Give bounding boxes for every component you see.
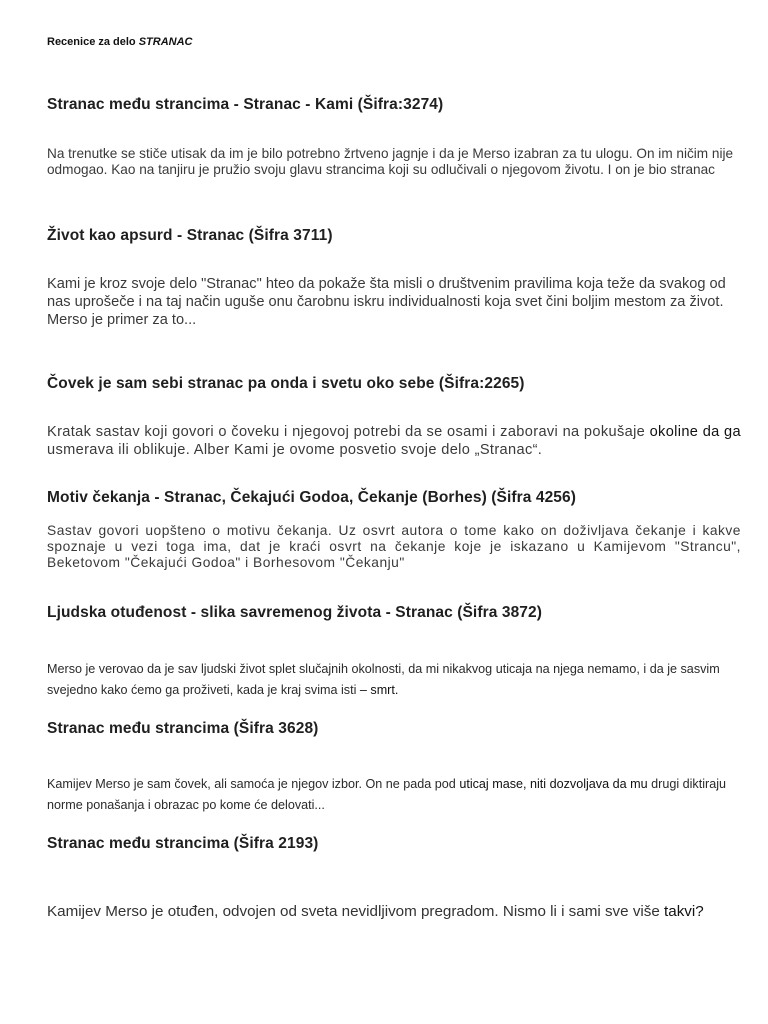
section-heading: Motiv čekanja - Stranac, Čekajući Godoa, Čekanje (Borhes) (Šifra 4256) bbox=[47, 489, 577, 506]
section-text bbox=[47, 423, 741, 459]
section-heading: Čovek je sam sebi stranac pa onda i svetu oko sebe (Šifra:2265) bbox=[47, 375, 525, 392]
document-title-prefix: Recenice za delo bbox=[47, 36, 139, 48]
section-text-emphasis: okoline da ga bbox=[649, 424, 741, 440]
section-heading: Stranac među strancima (Šifra 2193) bbox=[47, 835, 319, 852]
section-text bbox=[47, 659, 741, 701]
section-heading: Stranac među strancima (Šifra 3628) bbox=[47, 720, 319, 737]
section-text-emphasis: – smrt. bbox=[359, 683, 399, 697]
document-title bbox=[47, 36, 193, 48]
section-text-part: Kratak sastav koji govori o čoveku i njegovoj potrebi da se osami i zaboravi na pokušaje bbox=[47, 424, 650, 440]
section-text-emphasis: takvi? bbox=[664, 903, 704, 920]
section-text-emphasis: uticaj mase, niti dozvoljava da mu bbox=[459, 777, 648, 791]
section-text-part: Kamijev Merso je sam čovek, ali samoća je njegov izbor. On ne pada pod bbox=[47, 777, 460, 791]
section-heading: Ljudska otuđenost - slika savremenog života - Stranac (Šifra 3872) bbox=[47, 604, 543, 621]
document-title-emphasis: STRANAC bbox=[138, 36, 193, 48]
section-text bbox=[47, 903, 741, 921]
section-text: Na trenutke se stiče utisak da im je bilo potrebno žrtveno jagnje i da je Merso izabran za tu ulogu. On im ničim nije odmogao. Kao na tanjiru je pružio svoju glavu strancima koji su odlučivali o njegovom životu. I on je bio stranac bbox=[47, 146, 734, 177]
section-text bbox=[47, 774, 741, 816]
section-heading: Život kao apsurd - Stranac (Šifra 3711) bbox=[47, 227, 333, 244]
section-text-part: Kamijev Merso je otuđen, odvojen od sveta nevidljivom pregradom. Nismo li i sami sve više bbox=[47, 903, 665, 920]
section-text-part: usmerava ili oblikuje. Alber Kami je ovome posvetio svoje delo „Stranac“. bbox=[47, 442, 543, 458]
section-heading: Stranac među strancima - Stranac - Kami (Šifra:3274) bbox=[47, 96, 444, 113]
section-text-part: Merso je verovao da je sav ljudski život splet slučajnih okolnosti, da mi nikakvog uticaja na njega nemamo, i da je sasvim svejedno kako ćemo ga proživeti, kada je kraj svima isti bbox=[47, 662, 720, 697]
section-text: Sastav govori uopšteno o motivu čekanja. Uz osvrt autora o tome kako on doživljava čekanje i kakve spoznaje u vezi toga ima, dat je kraći osvrt na čekanje koje je iskazano u Kamijevom "Strancu", Beketovom "Čekajući Godoa" i Borhesovom "Čekanju" bbox=[47, 523, 741, 570]
section-text: Kami je kroz svoje delo "Stranac" hteo da pokaže šta misli o društvenim pravilima koja teže da svakog od nas uprošeče i na taj način uguše onu čarobnu iskru individualnosti koja svet čini boljim mestom za život. Merso je primer za to... bbox=[47, 276, 726, 328]
section-text-part: drugi diktiraju norme ponašanja i obrazac po kome će delovati... bbox=[47, 777, 727, 812]
